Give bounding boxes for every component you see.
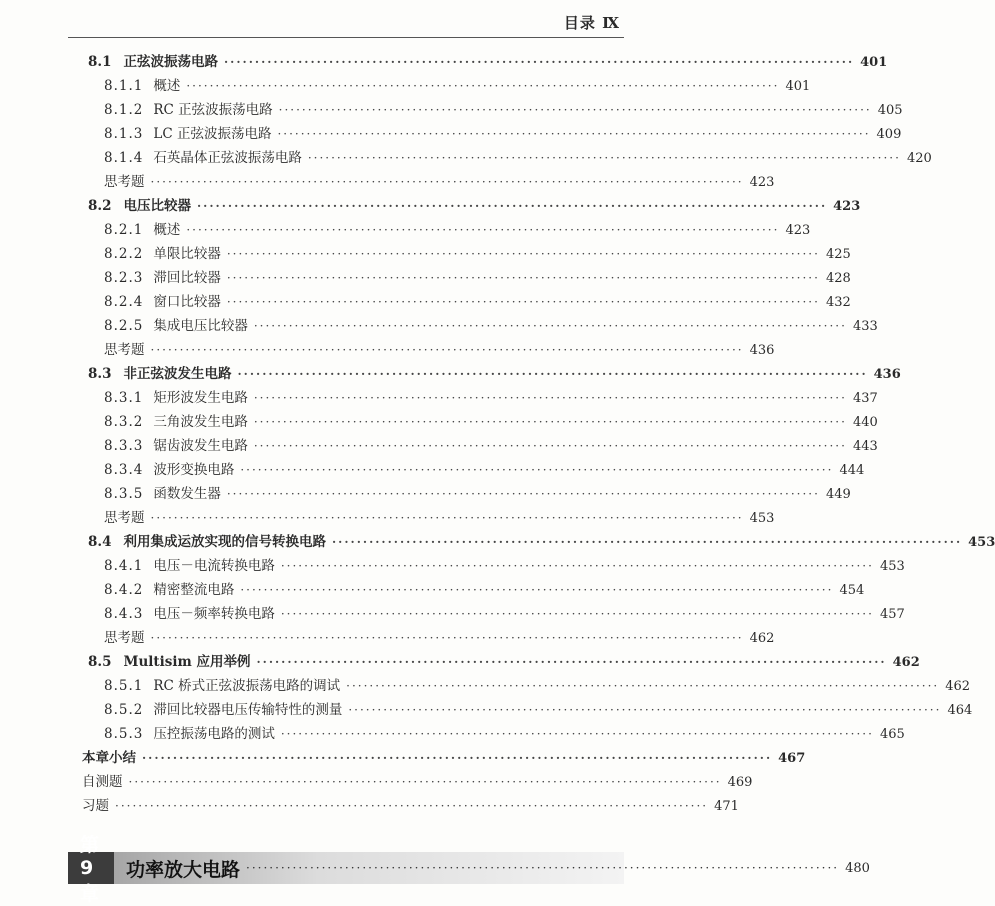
toc-entry[interactable]: [0, 650, 920, 674]
toc-entry-page: 462: [945, 679, 971, 694]
toc-leader-dots: ······································································································: [346, 679, 940, 693]
toc-entry-title: 滞回比较器: [153, 270, 221, 286]
toc-entry-number: 8.2.4: [104, 294, 144, 310]
toc-leader-dots: ······································································································: [150, 511, 744, 525]
toc-entry-page: 453: [879, 559, 905, 574]
toc-entry-page: 401: [785, 79, 811, 94]
toc-entry-page: 469: [727, 775, 753, 790]
toc-entry-number: 8.5.3: [104, 726, 144, 742]
toc-entry-page: 420: [906, 151, 932, 166]
toc-entry-page: 443: [852, 439, 878, 454]
toc-leader-dots: ······································································································: [307, 151, 901, 165]
toc-entry-number: 8.2.5: [104, 318, 144, 334]
toc-entry-title: 自测题: [82, 774, 123, 790]
toc-entry-page: 465: [879, 727, 905, 742]
chapter-title: 功率放大电路: [126, 858, 241, 881]
toc-leader-dots: ······································································································: [332, 535, 963, 549]
toc-entry-number: 8.2.2: [104, 246, 144, 262]
toc-entry[interactable]: [0, 722, 905, 746]
toc-entry-number: 8.4.3: [104, 606, 144, 622]
toc-entry[interactable]: [0, 122, 902, 146]
toc-entry-title: LC 正弦波振荡电路: [153, 126, 272, 142]
toc-leader-dots: ······································································································: [253, 415, 847, 429]
toc-leader-dots: ······································································································: [226, 295, 820, 309]
toc-leader-dots: ······································································································: [186, 223, 780, 237]
toc-leader-dots: ······································································································: [280, 559, 874, 573]
toc-entry-title: 锯齿波发生电路: [153, 438, 248, 454]
toc-entry[interactable]: [0, 242, 851, 266]
toc-entry-page: 453: [749, 511, 775, 526]
toc-entry-title: 本章小结: [82, 750, 136, 766]
toc-entry-title: 电压比较器: [123, 198, 191, 214]
toc-entry-title: RC 正弦波振荡电路: [153, 102, 273, 118]
toc-entry-page: 457: [879, 607, 905, 622]
toc-entry-number: 8.2: [88, 198, 112, 214]
toc-entry[interactable]: [0, 338, 775, 362]
toc-leader-dots: ······································································································: [277, 127, 871, 141]
toc-entry[interactable]: [0, 98, 903, 122]
toc-entry-title: 利用集成运放实现的信号转换电路: [123, 534, 326, 550]
toc-entry-title: 精密整流电路: [153, 582, 235, 598]
toc-entry[interactable]: [0, 578, 865, 602]
toc-leader-dots: ······································································································: [197, 199, 828, 213]
header-rule: [68, 37, 624, 38]
toc-entry[interactable]: [0, 146, 932, 170]
toc-entry-page: 425: [825, 247, 851, 262]
toc-entry-title: Multisim 应用举例: [123, 654, 251, 670]
chapter-dots: ······································································································: [246, 861, 840, 875]
toc-entry-number: 8.3.2: [104, 414, 144, 430]
toc-entry[interactable]: [0, 314, 878, 338]
toc-entry[interactable]: [0, 218, 811, 242]
toc-leader-dots: ······································································································: [226, 271, 820, 285]
toc-entry-number: 8.3.5: [104, 486, 144, 502]
toc-entry-page: 409: [876, 127, 902, 142]
toc-leader-dots: ······································································································: [128, 775, 722, 789]
toc-leader-dots: ······································································································: [240, 583, 834, 597]
toc-entry-title: 非正弦波发生电路: [123, 366, 232, 382]
toc-entry-title: 矩形波发生电路: [153, 390, 248, 406]
toc-entry-number: 8.2.3: [104, 270, 144, 286]
toc-entry[interactable]: [0, 770, 753, 794]
toc-entry-page: 462: [892, 655, 920, 670]
toc-leader-dots: ······································································································: [150, 631, 744, 645]
toc-entry[interactable]: [0, 794, 739, 818]
toc-entry-title: 压控振荡电路的测试: [153, 726, 275, 742]
toc-entry[interactable]: [0, 698, 973, 722]
toc-entry-title: 概述: [153, 78, 181, 94]
toc-entry[interactable]: [0, 674, 971, 698]
toc-entry[interactable]: [0, 554, 905, 578]
toc-entry[interactable]: [0, 530, 995, 554]
toc-entry-number: 8.1.4: [104, 150, 144, 166]
toc-entry-number: 8.3.4: [104, 462, 144, 478]
toc-entry[interactable]: [0, 74, 811, 98]
toc-entry-page: 444: [839, 463, 865, 478]
toc-entry[interactable]: [0, 482, 851, 506]
toc-leader-dots: ······································································································: [280, 607, 874, 621]
toc-leader-dots: ······································································································: [253, 439, 847, 453]
toc-entry-title: 波形变换电路: [153, 462, 235, 478]
toc-entry[interactable]: [0, 386, 878, 410]
toc-entry-title: 电压－电流转换电路: [153, 558, 275, 574]
toc-entry-number: 8.1: [88, 54, 112, 70]
toc-entry-page: 453: [968, 535, 995, 550]
toc-entry-page: 428: [825, 271, 851, 286]
toc-entry[interactable]: [0, 290, 851, 314]
toc-leader-dots: ······································································································: [237, 367, 868, 381]
toc-entry-title: 思考题: [104, 342, 145, 358]
toc-leader-dots: ······································································································: [240, 463, 834, 477]
toc-entry-title: 电压－频率转换电路: [153, 606, 275, 622]
toc-entry-number: 8.4.1: [104, 558, 144, 574]
toc-entry-page: 423: [749, 175, 775, 190]
toc-leader-dots: ······································································································: [253, 319, 847, 333]
toc-entry-number: 8.1.3: [104, 126, 144, 142]
toc-entry-page: 454: [839, 583, 865, 598]
toc-entry-number: 8.1.2: [104, 102, 144, 118]
toc-entry-number: 8.3: [88, 366, 112, 382]
toc-entry-page: 467: [778, 751, 806, 766]
toc-entry-page: 440: [852, 415, 878, 430]
toc-entry-page: 464: [947, 703, 973, 718]
toc-entry-title: 正弦波振荡电路: [123, 54, 218, 70]
toc-leader-dots: ······································································································: [224, 55, 855, 69]
toc-entry[interactable]: [0, 170, 775, 194]
toc-entry-page: 433: [852, 319, 878, 334]
toc-entry[interactable]: [0, 458, 865, 482]
toc-leader-dots: ······································································································: [115, 799, 709, 813]
toc-entry-number: 8.5: [88, 654, 112, 670]
toc-entry-page: 437: [852, 391, 878, 406]
toc-entry-page: 462: [749, 631, 775, 646]
toc-entry-number: 8.5.2: [104, 702, 144, 718]
chapter-bar[interactable]: [68, 834, 870, 905]
toc-entry-number: 8.2.1: [104, 222, 144, 238]
toc-entry-title: 思考题: [104, 510, 145, 526]
toc-entry[interactable]: [0, 362, 901, 386]
toc-entry-page: 423: [785, 223, 811, 238]
toc-entry-number: 8.3.3: [104, 438, 144, 454]
toc-entry[interactable]: [0, 266, 851, 290]
toc-entry-page: 471: [714, 799, 739, 814]
toc-entry-title: 三角波发生电路: [153, 414, 248, 430]
toc-entry[interactable]: [0, 626, 775, 650]
toc-entry-number: 8.4: [88, 534, 112, 550]
toc-entry-number: 8.4.2: [104, 582, 144, 598]
toc-entry-title: 石英晶体正弦波振荡电路: [153, 150, 302, 166]
toc-leader-dots: ······································································································: [278, 103, 872, 117]
toc-leader-dots: ······································································································: [348, 703, 942, 717]
toc-leader-dots: ······································································································: [226, 487, 820, 501]
toc-leader-dots: ······································································································: [253, 391, 847, 405]
toc-entry-title: 习题: [82, 798, 109, 814]
toc-entry[interactable]: [0, 602, 905, 626]
toc-leader-dots: ······································································································: [256, 655, 887, 669]
toc-entry[interactable]: [0, 410, 878, 434]
running-head: 目录 Ⅸ: [563, 14, 620, 32]
toc-leader-dots: ······································································································: [150, 343, 744, 357]
toc-leader-dots: ······································································································: [226, 247, 820, 261]
toc-leader-dots: ······································································································: [142, 751, 773, 765]
toc-entry[interactable]: [0, 506, 775, 530]
toc-leader-dots: ······································································································: [280, 727, 874, 741]
toc-entry[interactable]: [0, 194, 861, 218]
toc-entry[interactable]: [0, 50, 888, 74]
toc-entry-title: 窗口比较器: [153, 294, 221, 310]
toc-leader-dots: ······································································································: [150, 175, 744, 189]
toc-entry-page: 436: [749, 343, 775, 358]
toc-entry-page: 432: [825, 295, 851, 310]
toc-entry-title: 集成电压比较器: [153, 318, 248, 334]
toc-entry-title: 函数发生器: [153, 486, 221, 502]
toc-entry-title: RC 桥式正弦波振荡电路的调试: [153, 678, 341, 694]
toc-entry[interactable]: [0, 746, 806, 770]
chapter-page: 480: [845, 860, 870, 876]
toc-entry-title: 思考题: [104, 630, 145, 646]
toc-entry-title: 思考题: [104, 174, 145, 190]
toc-entry-title: 概述: [153, 222, 181, 238]
toc-entry-number: 8.3.1: [104, 390, 144, 406]
toc-entry[interactable]: [0, 434, 878, 458]
toc-entry-page: 423: [833, 199, 861, 214]
toc-entry-page: 405: [877, 103, 903, 118]
toc-entry-page: 401: [860, 55, 888, 70]
toc-entry-number: 8.1.1: [104, 78, 144, 94]
toc-entry-title: 滞回比较器电压传输特性的测量: [153, 702, 343, 718]
toc-entry-number: 8.5.1: [104, 678, 144, 694]
toc-entry-page: 436: [873, 367, 901, 382]
toc-entry-title: 单限比较器: [153, 246, 221, 262]
toc-leader-dots: ······································································································: [186, 79, 780, 93]
toc-entry-page: 449: [825, 487, 851, 502]
chapter-badge: 第 9 章: [68, 852, 114, 884]
